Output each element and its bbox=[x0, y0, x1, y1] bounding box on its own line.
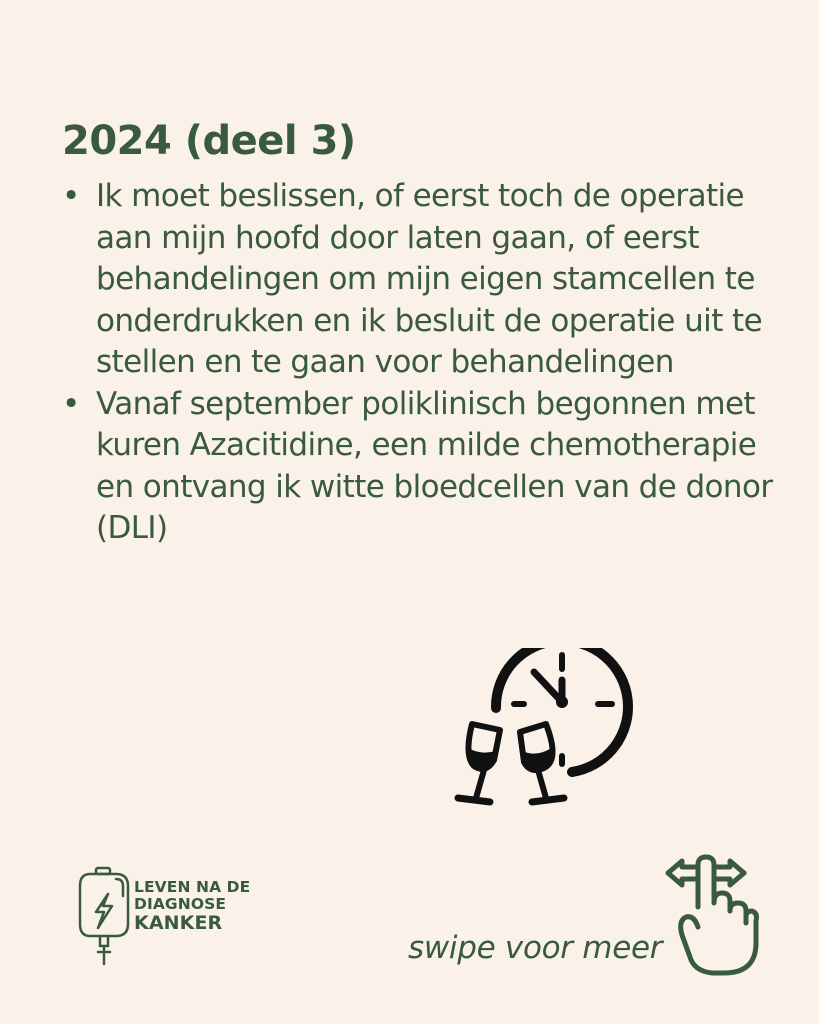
list-item-text: Vanaf september poliklinisch begonnen met kuren Azacitidine, een milde chemotherapie en ontvang ik witte bloedcellen van de donor (DLI) bbox=[96, 385, 773, 546]
bullet-list bbox=[62, 176, 792, 550]
champagne-glasses-icon bbox=[458, 724, 564, 802]
logo-line: DIAGNOSE bbox=[134, 895, 227, 913]
page-title: 2024 (deel 3) bbox=[62, 118, 356, 164]
new-year-illustration bbox=[450, 648, 640, 822]
list-item-text: Ik moet beslissen, of eerst toch de operatie aan mijn hoofd door laten gaan, of eerst behandelingen om mijn eigen stamcellen te onderdrukken en ik besluit de operatie uit te stellen en te gaan voor behandelingen bbox=[96, 178, 763, 380]
logo bbox=[76, 866, 136, 970]
list-item bbox=[62, 176, 792, 384]
logo-text bbox=[134, 879, 250, 933]
swipe-hand-icon[interactable] bbox=[660, 853, 760, 981]
iv-bag-lightning-icon bbox=[80, 868, 128, 964]
bullet-dot: • bbox=[62, 385, 80, 422]
logo-line: KANKER bbox=[134, 912, 223, 934]
bullet-dot: • bbox=[62, 178, 80, 214]
list-item bbox=[62, 384, 792, 550]
swipe-hint: swipe voor meer bbox=[408, 930, 663, 966]
logo-line: LEVEN NA DE bbox=[134, 878, 251, 896]
clock-icon bbox=[496, 648, 628, 772]
